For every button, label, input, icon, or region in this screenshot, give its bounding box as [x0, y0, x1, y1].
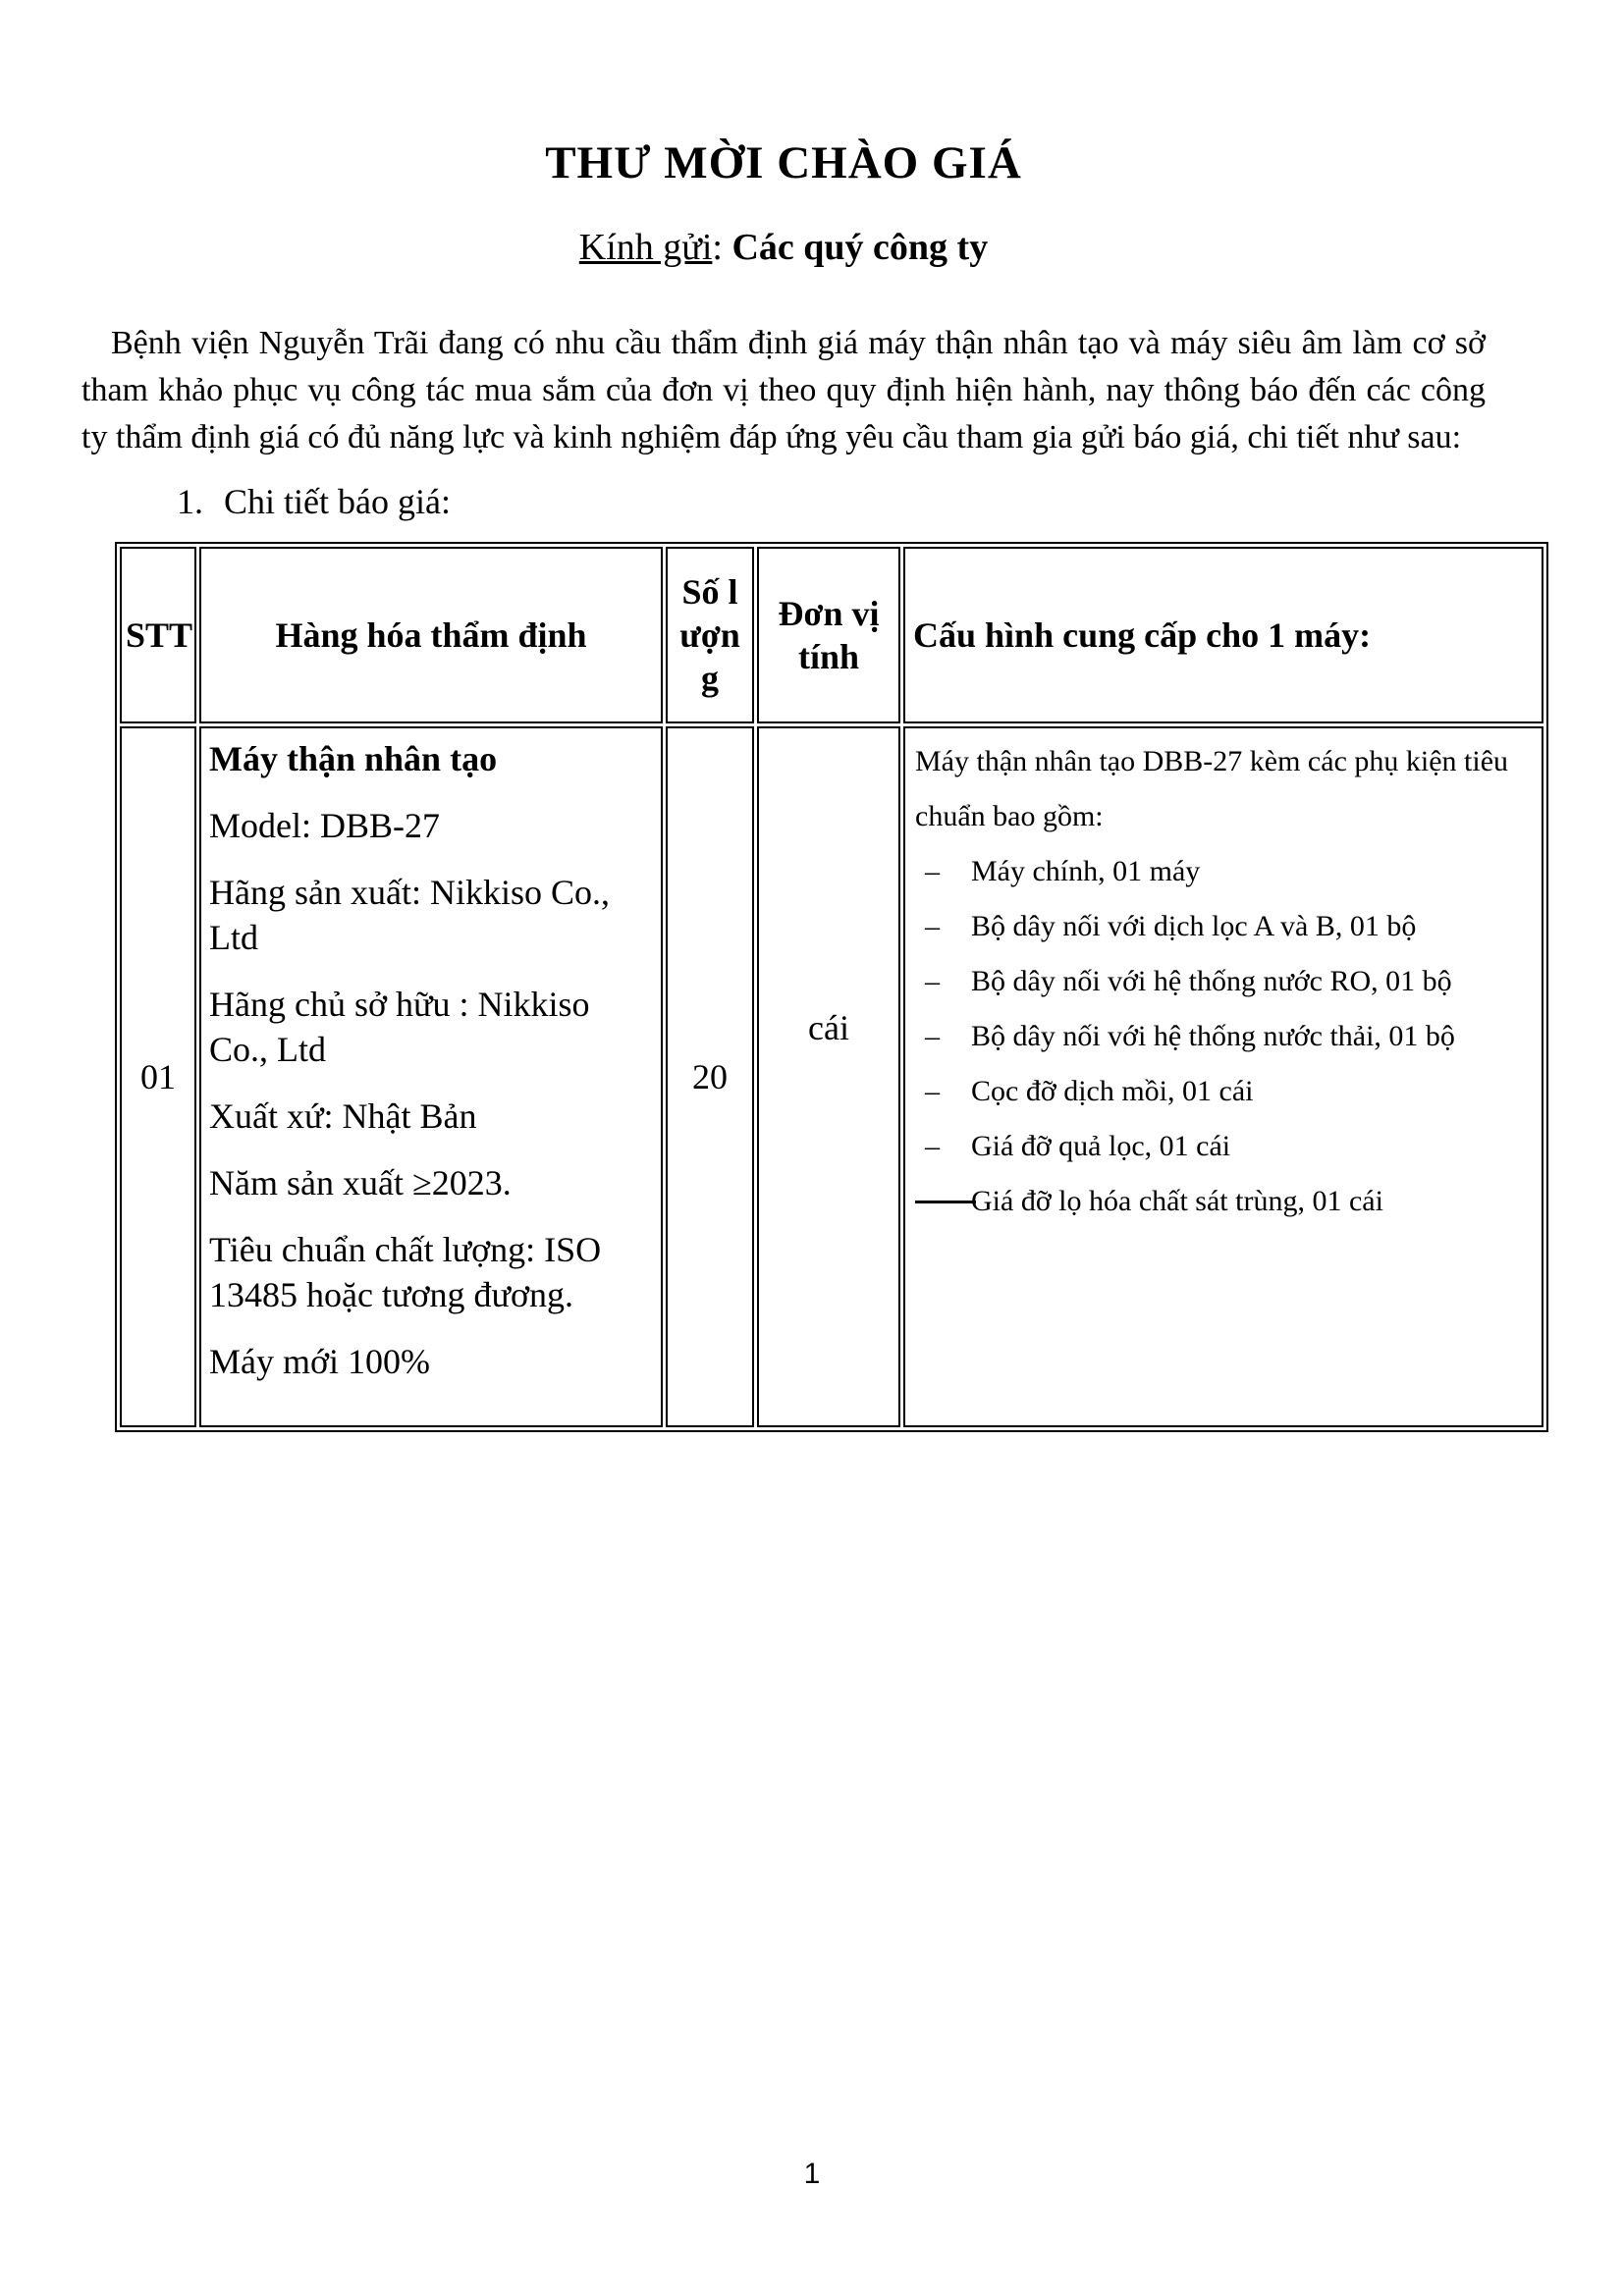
- cell-config: [903, 726, 1543, 1427]
- header-row: [120, 547, 1543, 723]
- item-owner: Hãng chủ sở hữu : Nikkiso Co., Ltd: [209, 985, 590, 1069]
- header-unit: Đơn vị tính: [757, 547, 900, 723]
- config-list-item: – Bộ dây nối với dịch lọc A và B, 01 bộ: [915, 899, 1536, 954]
- item-condition: Máy mới 100%: [209, 1342, 431, 1381]
- salutation-label: Kính gửi: [578, 227, 713, 268]
- cell-stt: 01: [120, 726, 196, 1427]
- header-item: Hàng hóa thẩm định: [199, 547, 663, 723]
- section-number: 1.: [177, 482, 203, 521]
- config-list-item: – Cọc đỡ dịch mồi, 01 cái: [915, 1064, 1536, 1119]
- config-list-item: – Bộ dây nối với hệ thống nước thải, 01 bộ: [915, 1009, 1536, 1064]
- item-name: Máy thận nhân tạo: [209, 739, 498, 778]
- section-heading-text: Chi tiết báo giá:: [224, 482, 451, 521]
- item-origin: Xuất xứ: Nhật Bản: [209, 1096, 477, 1136]
- config-list-item: Giá đỡ lọ hóa chất sát trùng, 01 cái: [915, 1174, 1536, 1229]
- quote-table-header: [120, 547, 1543, 723]
- config-list-item: – Giá đỡ quả lọc, 01 cái: [915, 1119, 1536, 1174]
- header-stt: STT: [120, 547, 196, 723]
- cell-unit: [757, 726, 900, 1427]
- config-list: [915, 844, 1536, 1229]
- unit-value: cái: [808, 1008, 849, 1047]
- salutation-line: [81, 224, 1486, 271]
- item-model: Model: DBB-27: [209, 806, 441, 845]
- salutation-colon: :: [712, 227, 723, 268]
- item-standard: Tiêu chuẩn chất lượng: ISO 13485 hoặc tương đương.: [209, 1230, 602, 1314]
- item-manufacturer: Hãng sản xuất: Nikkiso Co., Ltd: [209, 873, 610, 957]
- intro-paragraph: Bệnh viện Nguyễn Trãi đang có nhu cầu thẩm định giá máy thận nhân tạo và máy siêu âm làm cơ sở tham khảo phục vụ công tác mua sắm của đơn vị theo quy định hiện hành, nay thông báo đến các công ty thẩm định giá có đủ năng lực và kinh nghiệm đáp ứng yêu cầu tham gia gửi báo giá, chi tiết như sau:: [81, 325, 1486, 455]
- salutation-recipient: Các quý công ty: [731, 227, 989, 268]
- page-title: THƯ MỜI CHÀO GIÁ: [545, 137, 1022, 188]
- config-list-item: – Máy chính, 01 máy: [915, 844, 1536, 899]
- table-row: [120, 726, 1543, 1427]
- cell-item: [199, 726, 663, 1427]
- section-heading: [177, 478, 1486, 525]
- config-list-item: – Bộ dây nối với hệ thống nước RO, 01 bộ: [915, 954, 1536, 1009]
- page-number: 1: [803, 2158, 821, 2190]
- quote-table: [115, 542, 1548, 1432]
- config-intro: Máy thận nhân tạo DBB-27 kèm các phụ kiện tiêu chuẩn bao gồm:: [915, 745, 1509, 832]
- item-year: Năm sản xuất ≥2023.: [209, 1163, 512, 1202]
- header-config: Cấu hình cung cấp cho 1 máy:: [903, 547, 1543, 723]
- cell-quantity: 20: [666, 726, 754, 1427]
- header-quantity: Số lượng: [666, 547, 754, 723]
